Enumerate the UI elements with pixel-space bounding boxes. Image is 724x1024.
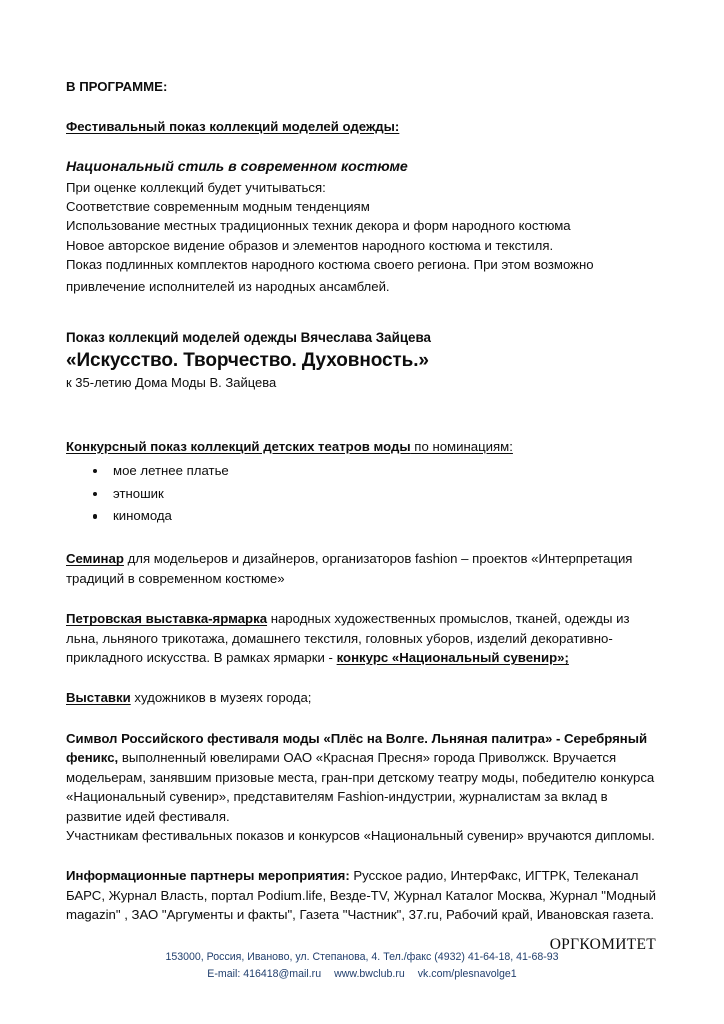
criteria-item: Показ подлинных комплектов народного костюма своего региона. При этом возможно [66, 257, 594, 273]
national-style-title: Национальный стиль в современном костюме [66, 159, 408, 176]
footer-address: 153000, Россия, Иваново, ул. Степанова, 4. Тел./факс (4932) 41-64-18, 41-68-93 [165, 951, 559, 964]
zaitsev-anniversary-note: к 35-летию Дома Моды В. Зайцева [66, 375, 277, 391]
seminar-text: для модельеров и дизайнеров, организаторов fashion – проектов «Интерпретация традиций в современном костюме» [66, 551, 633, 586]
spacer [66, 925, 660, 934]
list-item [93, 460, 660, 483]
fair-contest: конкурс «Национальный сувенир»; [336, 650, 569, 666]
symbol-bold: Символ Российского фестиваля моды «Плёс на Волге. Льняная палитра» - Серебряный феникс, [66, 730, 648, 766]
criteria-item: Соответствие современным модным тенденциям [66, 199, 370, 215]
page-footer [0, 949, 724, 982]
nominations-heading-rest: по номинациям: [410, 438, 513, 454]
list-item [93, 483, 660, 506]
exhibitions-text: художников в музеях города; [130, 690, 312, 706]
spacer [66, 393, 660, 423]
exhibitions-lead: Выставки [66, 690, 131, 706]
spacer [66, 845, 660, 866]
footer-vk-link[interactable]: vk.com/plesnavolge1 [417, 967, 517, 980]
criteria-item: привлечение исполнителей из народных ансамблей. [66, 278, 390, 294]
list-item-label: этношик [113, 485, 164, 501]
fair-lead: Петровская выставка-ярмарка [66, 611, 268, 627]
nominations-heading [66, 438, 660, 457]
partners-lead: Информационные партнеры мероприятия: [66, 868, 350, 884]
spacer [66, 97, 660, 118]
nominations-heading-bold: Конкурсный показ коллекций детских театров моды [66, 438, 411, 454]
diplomas-paragraph: Участникам фестивальных показов и конкурсов «Национальный сувенир» вручаются дипломы. [66, 827, 655, 843]
criteria-item: Использование местных традиционных техник декора и форм народного костюма [66, 218, 571, 234]
spacer [66, 136, 660, 157]
list-item-label: киномода [113, 508, 172, 524]
list-item [93, 505, 660, 528]
symbol-text: выполненный ювелирами ОАО «Красная Пресня» города Приволжск. Вручается модельерам, занявшим призовые места, гран-при детскому театру моды, победителю конкурса «Национальный сувенир», представителям Fashion-индустрии, журналистам за вклад в развитие идей фестиваля. [66, 750, 655, 824]
spacer [66, 423, 660, 438]
exhibitions-paragraph [66, 688, 660, 707]
fair-text: народных художественных промыслов, тканей, одежды из льна, льняного трикотажа, домашнего текстиля, головных уборов, изделий декоративно-прикладного искусства. В рамках ярмарки - [66, 611, 630, 666]
spacer [66, 298, 660, 328]
spacer [66, 588, 660, 609]
zaitsev-title: «Искусство. Творчество. Духовность.» [66, 349, 429, 371]
nominations-list [66, 460, 660, 529]
symbol-paragraph [66, 729, 660, 826]
partners-text: Русское радио, ИнтерФакс, ИГТРК, Телеканал БАРС, Журнал Власть, портал Podium.life, Везде-TV, Журнал Каталог Москва, Журнал "Модный magazin" , ЗАО "Аргументы и факты", Газета "Частник", 37.ru, Рабочий край, Ивановская газета. [66, 868, 656, 923]
fair-paragraph [66, 609, 660, 667]
document-body [66, 78, 660, 956]
footer-contacts [0, 966, 724, 982]
spacer [66, 708, 660, 729]
zaitsev-subtitle: Показ коллекций моделей одежды Вячеслава Зайцева [66, 329, 431, 345]
seminar-lead: Семинар [66, 551, 124, 567]
footer-website[interactable]: www.bwclub.ru [334, 967, 405, 980]
partners-paragraph [66, 866, 660, 924]
festival-show-heading: Фестивальный показ коллекций моделей одежды: [66, 118, 400, 134]
spacer [66, 528, 660, 549]
spacer [66, 667, 660, 688]
program-heading: В ПРОГРАММЕ: [66, 79, 168, 94]
list-item-label: мое летнее платье [113, 462, 229, 478]
festival-show-heading-wrap [66, 118, 660, 137]
signature: ОРГКОМИТЕТ [549, 935, 656, 953]
footer-email[interactable]: E-mail: 416418@mail.ru [207, 967, 322, 980]
criteria-intro: При оценке коллекций будет учитываться: [66, 179, 326, 195]
seminar-paragraph [66, 549, 660, 588]
criteria-item: Новое авторское видение образов и элементов народного костюма и текстиля. [66, 237, 554, 253]
